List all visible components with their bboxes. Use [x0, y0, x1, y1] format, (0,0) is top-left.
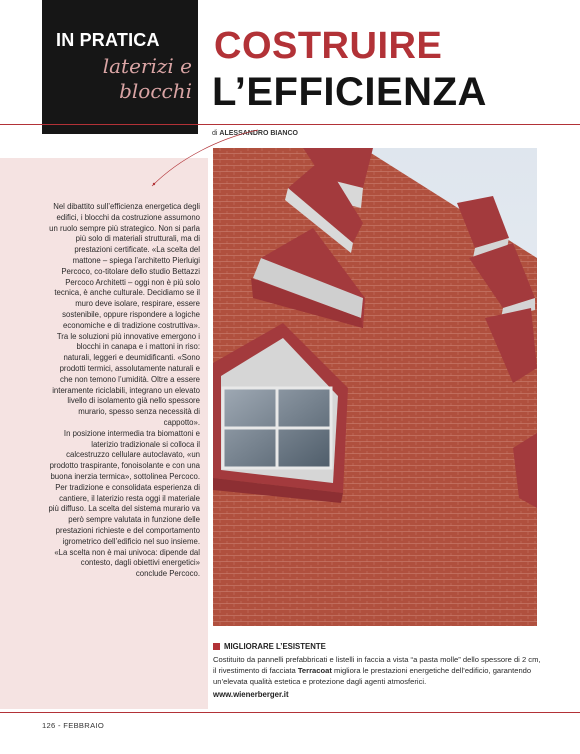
page-folio: [42, 721, 104, 730]
subtitle-line-1: laterizi e: [102, 54, 192, 78]
caption-heading-text: MIGLIORARE L’ESISTENTE: [224, 642, 326, 651]
caption-text-suffix: migliora le prestazioni energetiche dell’edificio, garantendo un’elevata qualità estetica e protezione dagli agenti atmosferici.: [213, 666, 532, 686]
body-paragraph: Tra le soluzioni più innovative emergono i blocchi in canapa e i mattoni in riso: naturali, leggeri e deumidificanti. «Sono prodotti termici, assolutamente naturali e che non temono l’umidità. Oltre a essere interamente riciclabili, integrano un elevato livello di isolamento già nello spessore murario, spesso senza necessità di cappotto».: [52, 331, 200, 427]
caption-link[interactable]: www.wienerberger.it: [213, 690, 289, 699]
folio-month: FEBBRAIO: [63, 721, 105, 730]
caption-brand: Terracoat: [297, 666, 332, 675]
subtitle-line-2: blocchi: [119, 79, 192, 103]
section-kicker: IN PRATICA: [56, 30, 160, 50]
byline-prefix: di: [212, 130, 218, 137]
body-paragraph: Nel dibattito sull’efficienza energetica degli edifici, i blocchi da costruzione assumono un ruolo sempre più strategico. Non si parla più solo di materiali strutturali, ma di prestazioni certificate. «La scelta del mattone – spiega l’architetto Pierluigi Percoco, co-titolare dello studio Bettazzi Percoco Architetti – oggi non è più solo tecnica, è anche culturale. Decidiamo se il muro deve isolare, respirare, essere sostenibile, oppure rispondere a logiche economiche e di tradizione costruttiva».: [49, 202, 200, 330]
caption-text-prefix: Costituito da pannelli prefabbricati e listelli in faccia a vista “a pasta molle” dello spessore di 2 cm, il rivestimento di facciata: [213, 655, 541, 675]
byline-author: ALESSANDRO BIANCO: [219, 130, 298, 137]
page-title-line-2: L’EFFICIENZA: [212, 70, 487, 114]
section-subtitle: [100, 54, 192, 104]
header-rule: [0, 124, 580, 125]
caption-text: [213, 654, 543, 687]
caption-heading: [213, 642, 326, 651]
caption-square-icon: [213, 643, 220, 650]
page-number: 126: [42, 721, 56, 730]
footer-rule: [0, 712, 580, 713]
page-title-line-1: COSTRUIRE: [214, 25, 443, 67]
folio-separator: -: [58, 721, 61, 730]
facade-photo: [213, 148, 537, 626]
article-body: [48, 202, 200, 580]
body-paragraph: Per tradizione e consolidata esperienza di cantiere, il laterizio resta oggi il materiale più diffuso. La scelta del sistema murario va però sempre valutata in funzione delle prestazioni richieste e del comportamento igrometrico dell’edificio nel suo insieme. «La scelta non è mai univoca: dipende dal contesto, dagli obiettivi energetici» conclude Percoco.: [48, 482, 200, 579]
body-paragraph: In posizione intermedia tra biomattoni e laterizio tradizionale si colloca il calcestruzzo cellulare autoclavato, «un prodotto traspirante, fonoisolante e con una buona inerzia termica», sottolinea Percoco.: [49, 428, 200, 481]
